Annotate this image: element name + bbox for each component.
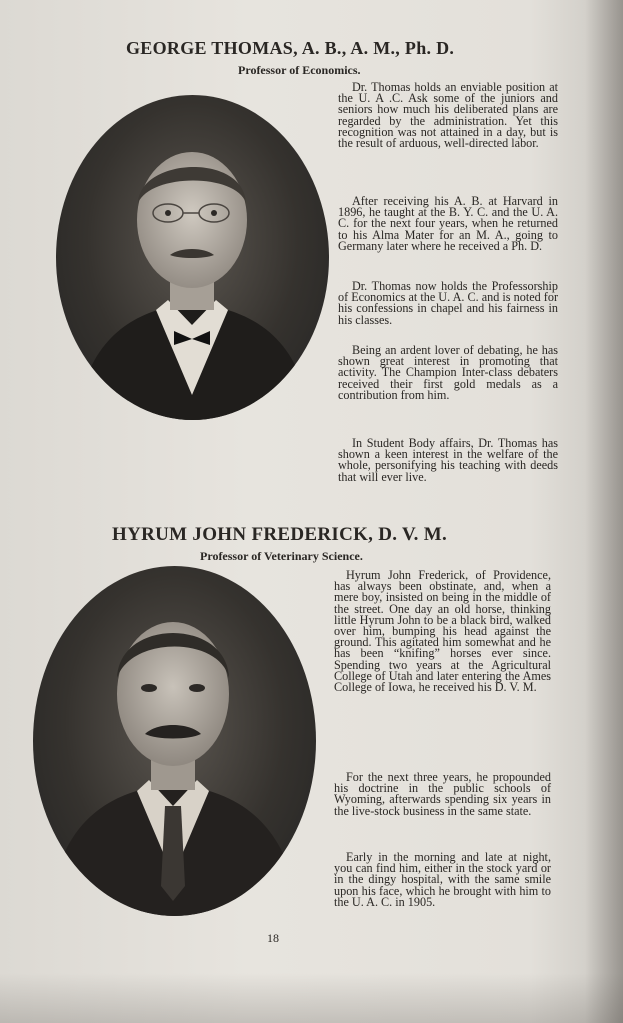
paragraph: Dr. Thomas now holds the Professorship of Economics at the U. A. C. and is noted for his confessions in chapel and his fairness in his classes.: [338, 279, 558, 327]
man-portrait-icon: [33, 566, 316, 916]
paragraph: Being an ardent lover of debating, he has shown great interest in promoting that activity. The Champion Inter-class debaters received their first gold medals as a contribution from him.: [338, 343, 558, 402]
entry-title-frederick: Professor of Veterinary Science.: [200, 549, 363, 563]
entry-name-frederick: HYRUM JOHN FREDERICK, D. V. M.: [112, 524, 447, 545]
entry-title-thomas: Professor of Economics.: [238, 63, 361, 77]
paragraph: Hyrum John Frederick, of Providence, has always been obstinate, and, when a mere boy, insisted on being in the middle of the street. One day an old horse, thinking little Hyrum John to be a black bird, walked over him, bumping his head against the ground. This agitated him somewhat and he has been “knifing” horses ever since. Spending two years at the Agricultural College of Utah and later entering the Ames College of Iowa, he received his D. V. M.: [334, 568, 551, 695]
man-portrait-icon: [56, 95, 329, 420]
paragraph: Early in the morning and late at night, you can find him, either in the stock yard or in the dingy hospital, with the same smile upon his face, which he brought with him to the U. A. C. in 1905.: [334, 850, 551, 909]
page-edge-shadow: [585, 0, 623, 1023]
paragraph: Dr. Thomas holds an enviable position at the U. A .C. Ask some of the juniors and seniors how much his deliberated plans are regarded by the administration. Yet this recognition was not attained in a day, but is the result of arduous, well-directed labor.: [338, 80, 558, 151]
portrait-george-thomas: [56, 95, 329, 420]
paragraph: In Student Body affairs, Dr. Thomas has shown a keen interest in the welfare of the whole, personifying his teaching with deeds that will ever live.: [338, 436, 558, 484]
paragraph: After receiving his A. B. at Harvard in 1896, he taught at the B. Y. C. and the U. A. C. for the next four years, when he returned to his Alma Mater for an M. A., going to Germany later where he received a Ph. D.: [338, 194, 558, 253]
page-bottom-shadow: [0, 973, 623, 1023]
page-number: 18: [267, 931, 279, 945]
portrait-hyrum-john-frederick: [33, 566, 316, 916]
entry-name-thomas: GEORGE THOMAS, A. B., A. M., Ph. D.: [126, 38, 455, 58]
paragraph: For the next three years, he propounded his doctrine in the public schools of Wyoming, afterwards spending six years in the live-stock business in the same state.: [334, 770, 551, 818]
